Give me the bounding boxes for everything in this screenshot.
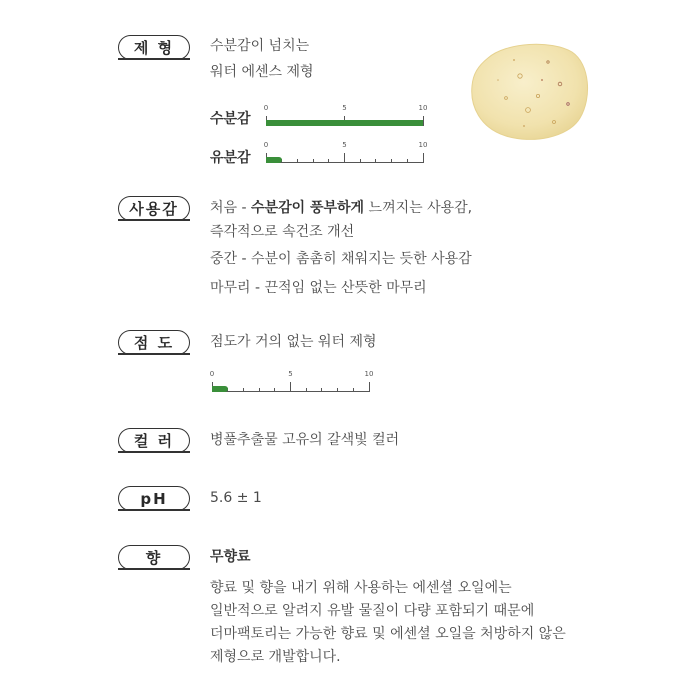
oil-label: 유분감 <box>210 150 251 166</box>
ph-text: 5.6 ± 1 <box>210 490 262 506</box>
scent-line-4: 제형으로 개발합니다. <box>210 649 341 665</box>
viscosity-text: 점도가 거의 없는 워터 제형 <box>210 334 377 350</box>
scale-tick <box>369 382 370 392</box>
scent-line-1: 향료 및 향을 내기 위해 사용하는 에센셜 오일에는 <box>210 580 512 596</box>
scale-tick <box>321 388 322 392</box>
label-underline <box>118 451 190 453</box>
label-texture: 사용감 <box>118 196 190 221</box>
scale-number: 0 <box>263 141 269 149</box>
label-ph: pH <box>118 486 190 511</box>
color-text: 병풀추출물 고유의 갈색빛 컬러 <box>210 432 400 448</box>
texture-line-2: 즉각적으로 속건조 개선 <box>210 224 355 240</box>
scale-number: 10 <box>418 104 428 112</box>
label-formulation: 제 형 <box>118 35 190 60</box>
scale-tick <box>297 159 298 163</box>
scent-line-2: 일반적으로 알려지 유발 물질이 다량 포함되기 때문에 <box>210 603 535 619</box>
label-underline <box>118 219 190 221</box>
scale-fill <box>266 157 282 163</box>
label-scent: 향 <box>118 545 190 570</box>
scale-number: 0 <box>209 370 215 378</box>
scale-tick <box>337 388 338 392</box>
scale-tick <box>243 388 244 392</box>
scale-tick <box>259 388 260 392</box>
viscosity-scale <box>209 370 374 392</box>
scale-tick <box>375 159 376 163</box>
scale-number: 10 <box>364 370 374 378</box>
scale-fill <box>212 386 228 392</box>
label-underline <box>118 353 190 355</box>
label-color: 컬 러 <box>118 428 190 453</box>
oil-scale <box>263 141 428 163</box>
moisture-label: 수분감 <box>210 111 251 127</box>
scale-tick <box>290 382 291 392</box>
scale-number: 10 <box>418 141 428 149</box>
scale-tick <box>328 159 329 163</box>
formulation-line-1: 수분감이 넘치는 <box>210 38 310 54</box>
scale-number: 5 <box>288 370 293 378</box>
scale-tick <box>306 388 307 392</box>
texture-swatch-image <box>468 40 592 142</box>
scale-tick <box>353 388 354 392</box>
texture-line-1-bold: 수분감이 풍부하게 <box>251 200 365 216</box>
scale-tick <box>274 388 275 392</box>
label-viscosity: 점 도 <box>118 330 190 355</box>
texture-line-1-prefix: 처음 - <box>210 200 252 216</box>
texture-line-4: 마무리 - 끈적임 없는 산뜻한 마무리 <box>210 280 427 296</box>
scent-title: 무향료 <box>210 549 251 565</box>
scale-number: 0 <box>263 104 269 112</box>
scale-tick <box>407 159 408 163</box>
label-underline <box>118 58 190 60</box>
scent-line-3: 더마팩토리는 가능한 향료 및 에센셜 오일을 처방하지 않은 <box>210 626 566 642</box>
label-underline <box>118 568 190 570</box>
texture-line-1 <box>210 198 472 218</box>
texture-line-1-suffix: 느껴지는 사용감, <box>364 200 473 216</box>
formulation-line-2: 워터 에센스 제형 <box>210 64 314 80</box>
scale-tick <box>313 159 314 163</box>
scale-tick <box>360 159 361 163</box>
scale-number: 5 <box>342 104 347 112</box>
scale-tick <box>391 159 392 163</box>
moisture-scale <box>263 104 428 126</box>
scale-tick <box>344 153 345 163</box>
texture-line-3: 중간 - 수분이 촘촘히 채워지는 듯한 사용감 <box>210 251 472 267</box>
label-underline <box>118 509 190 511</box>
scale-fill <box>266 120 423 126</box>
scale-tick <box>423 153 424 163</box>
scale-number: 5 <box>342 141 347 149</box>
